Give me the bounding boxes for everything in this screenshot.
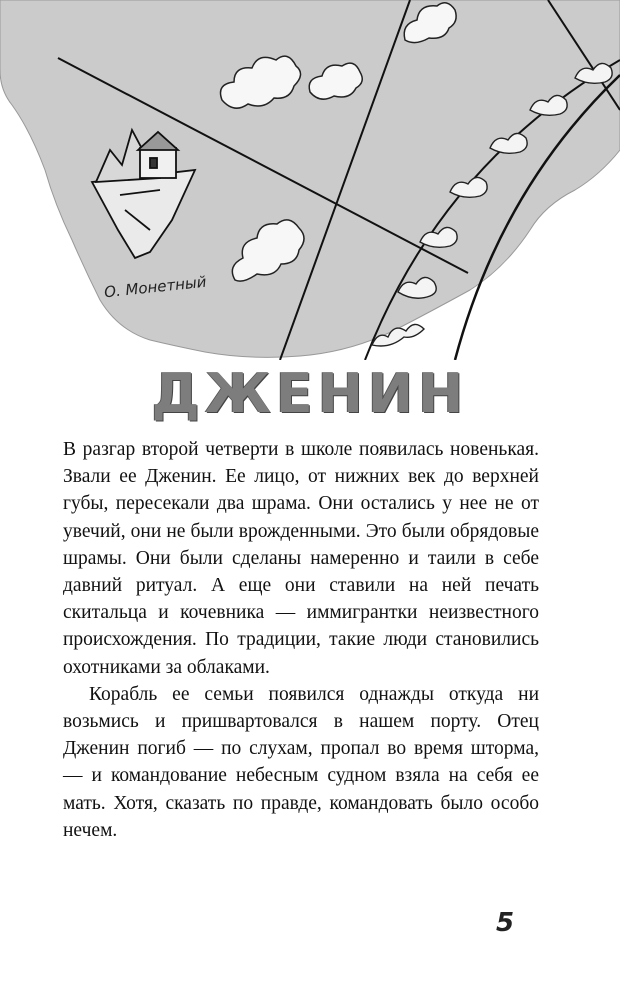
page-number: 5 (496, 908, 515, 938)
paragraph: В разгар второй четверти в школе появилась новенькая. Звали ее Дженин. Ее лицо, от нижних век до верхней губы, пересекали два шрама. Они остались у нее не от увечий, они не были врожденными. Это были обрядовые шрамы. Они были сделаны намеренно и таили в себе давний ритуал. А еще они ставили на ней печать скитальца и кочевника — иммигрантки неизвестного происхождения. По традиции, такие люди становились охотниками за облаками. (63, 439, 539, 678)
illustrator-signature: О. Монетный (103, 272, 208, 302)
map-area (0, 0, 620, 357)
map-illustration (0, 0, 620, 360)
chapter-body (63, 436, 539, 844)
chapter-title: ДЖЕНИН (151, 362, 469, 425)
paragraph: Корабль ее семьи появился однажды откуда ни возьмись и пришвартовался в нашем порту. Отец Дженин погиб — по слухам, пропал во время шторма, — и командование небесным судном взяла на себя ее мать. Хотя, сказать по правде, командовать было особо нечем. (63, 683, 539, 841)
